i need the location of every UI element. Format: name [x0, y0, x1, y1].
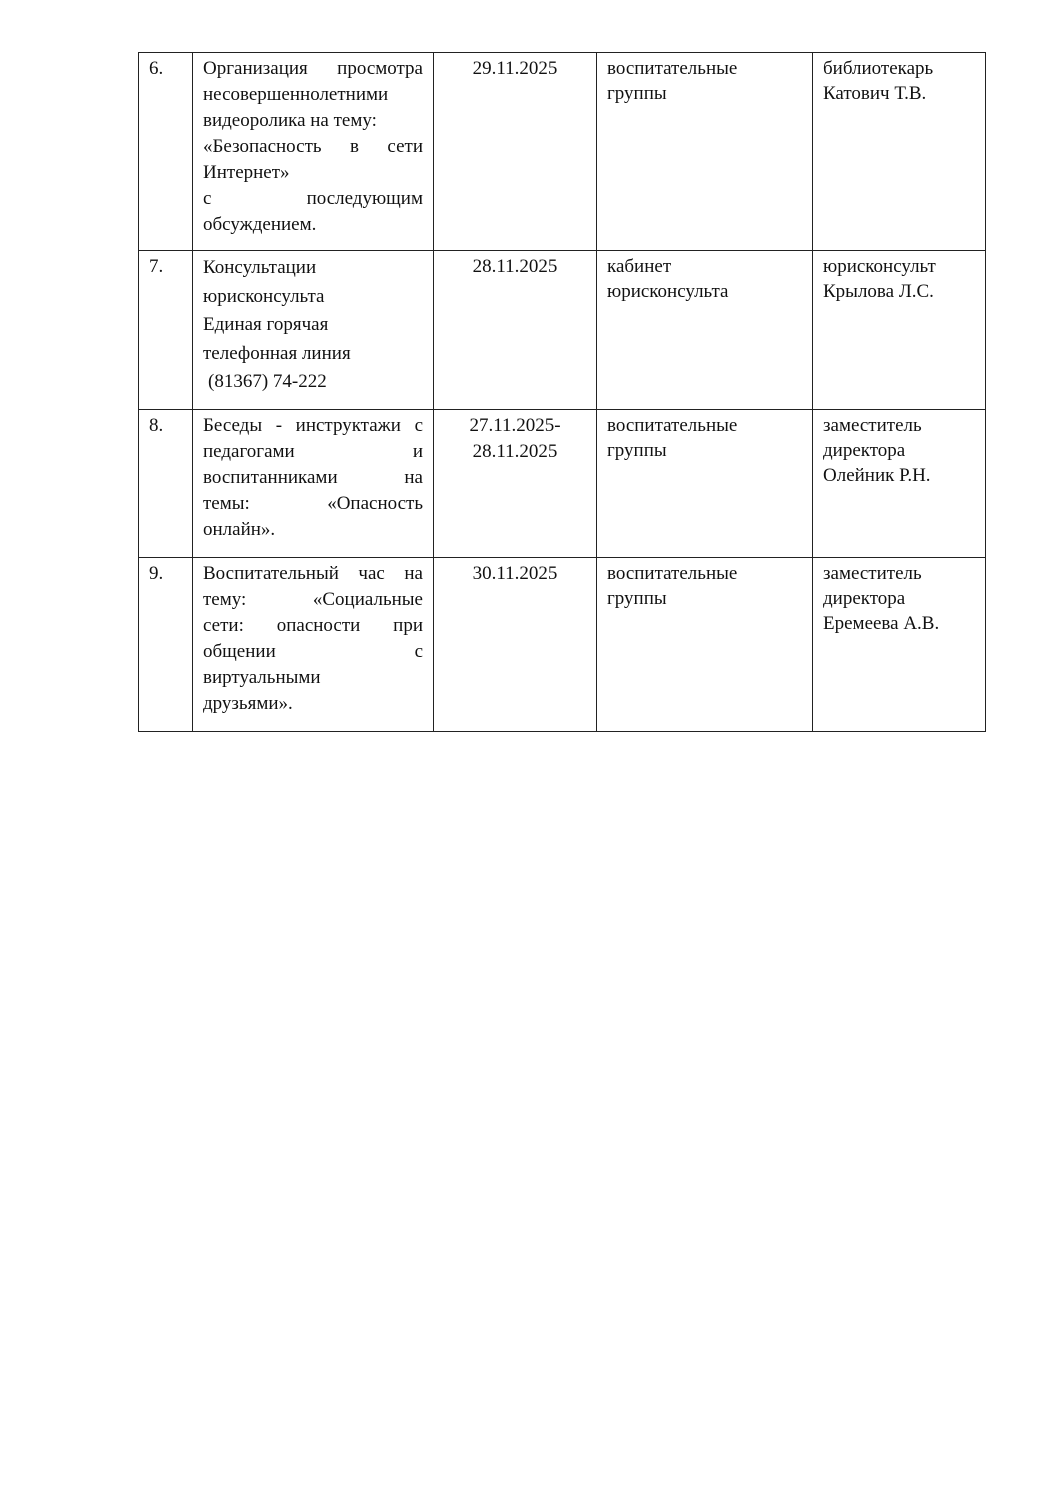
responsible-cell	[813, 557, 986, 731]
event-date: 29.11.2025	[472, 58, 558, 79]
row-number-cell	[139, 251, 193, 410]
table-row	[139, 557, 986, 731]
responsible-cell	[813, 53, 986, 251]
responsible-line: Еремеева А.В.	[823, 612, 940, 634]
event-place-cell	[597, 251, 813, 410]
event-title-line: несовершеннолетними	[203, 84, 389, 105]
responsible-line: Крылова Л.С.	[823, 281, 934, 302]
event-place-cell	[597, 53, 813, 251]
event-date: 27.11.2025-	[469, 414, 561, 436]
table-row	[139, 53, 986, 251]
event-title-line: обсуждением.	[203, 214, 317, 235]
event-title-line: Консультации	[203, 257, 317, 278]
event-title-line: виртуальными	[203, 666, 321, 688]
responsible-line: Олейник Р.Н.	[823, 464, 931, 486]
responsible-line: заместитель	[823, 562, 922, 584]
event-place-line: группы	[607, 587, 667, 609]
event-title-line: Интернет»	[203, 162, 290, 183]
event-title-line: Единая горячая	[203, 314, 329, 335]
responsible-cell	[813, 251, 986, 410]
event-title-line: воспитанниками на	[203, 466, 423, 488]
event-title-line: Организация просмотра	[203, 58, 423, 79]
responsible-line: библиотекарь	[823, 58, 934, 79]
event-place-line: кабинет	[607, 256, 672, 277]
event-place-line: воспитательные	[607, 414, 738, 436]
table-row	[139, 251, 986, 410]
row-number: 7.	[149, 256, 164, 277]
event-date-cell	[434, 557, 597, 731]
event-title-line: «Безопасность в сети	[203, 136, 423, 157]
event-place-line: воспитательные	[607, 562, 738, 584]
event-title-line: (81367) 74-222	[208, 371, 327, 392]
responsible-line: директора	[823, 587, 906, 609]
event-title-cell	[193, 409, 434, 557]
responsible-line: юрисконсульт	[823, 256, 936, 277]
event-title-line: Беседы - инструктажи с	[203, 414, 423, 436]
event-place-cell	[597, 557, 813, 731]
event-date: 28.11.2025	[472, 440, 558, 462]
event-title-line: общении с	[203, 640, 423, 662]
row-number-cell	[139, 557, 193, 731]
row-number: 8.	[149, 414, 164, 436]
responsible-line: заместитель	[823, 414, 922, 436]
event-title-line: юрисконсульта	[203, 285, 325, 307]
row-number-cell	[139, 53, 193, 251]
event-place-cell	[597, 409, 813, 557]
event-date: 28.11.2025	[472, 256, 558, 277]
events-table	[138, 52, 986, 732]
event-place-line: группы	[607, 439, 667, 461]
event-title-cell	[193, 251, 434, 410]
event-title-line: тему: «Социальные	[203, 588, 423, 610]
row-number: 9.	[149, 562, 164, 584]
table-row	[139, 409, 986, 557]
responsible-line: директора	[823, 439, 906, 461]
event-title-line: с последующим	[203, 188, 423, 209]
event-date-cell	[434, 409, 597, 557]
event-date: 30.11.2025	[472, 562, 558, 584]
event-title-line: видеоролика на тему:	[203, 110, 377, 131]
event-title-line: друзьями».	[203, 692, 293, 714]
responsible-line: Катович Т.В.	[823, 83, 927, 104]
event-place-line: группы	[607, 83, 667, 104]
responsible-cell	[813, 409, 986, 557]
event-title-cell	[193, 53, 434, 251]
row-number: 6.	[149, 58, 164, 79]
event-title-line: сети: опасности при	[203, 614, 423, 636]
event-title-line: Воспитательный час на	[203, 562, 423, 584]
event-title-line: педагогами и	[203, 440, 423, 462]
event-title-line: онлайн».	[203, 518, 276, 540]
event-place-line: воспитательные	[607, 58, 738, 79]
event-place-line: юрисконсульта	[607, 281, 729, 302]
event-date-cell	[434, 53, 597, 251]
row-number-cell	[139, 409, 193, 557]
event-date-cell	[434, 251, 597, 410]
event-title-cell	[193, 557, 434, 731]
event-title-line: темы: «Опасность	[203, 492, 423, 514]
event-title-line: телефонная линия	[203, 342, 351, 364]
